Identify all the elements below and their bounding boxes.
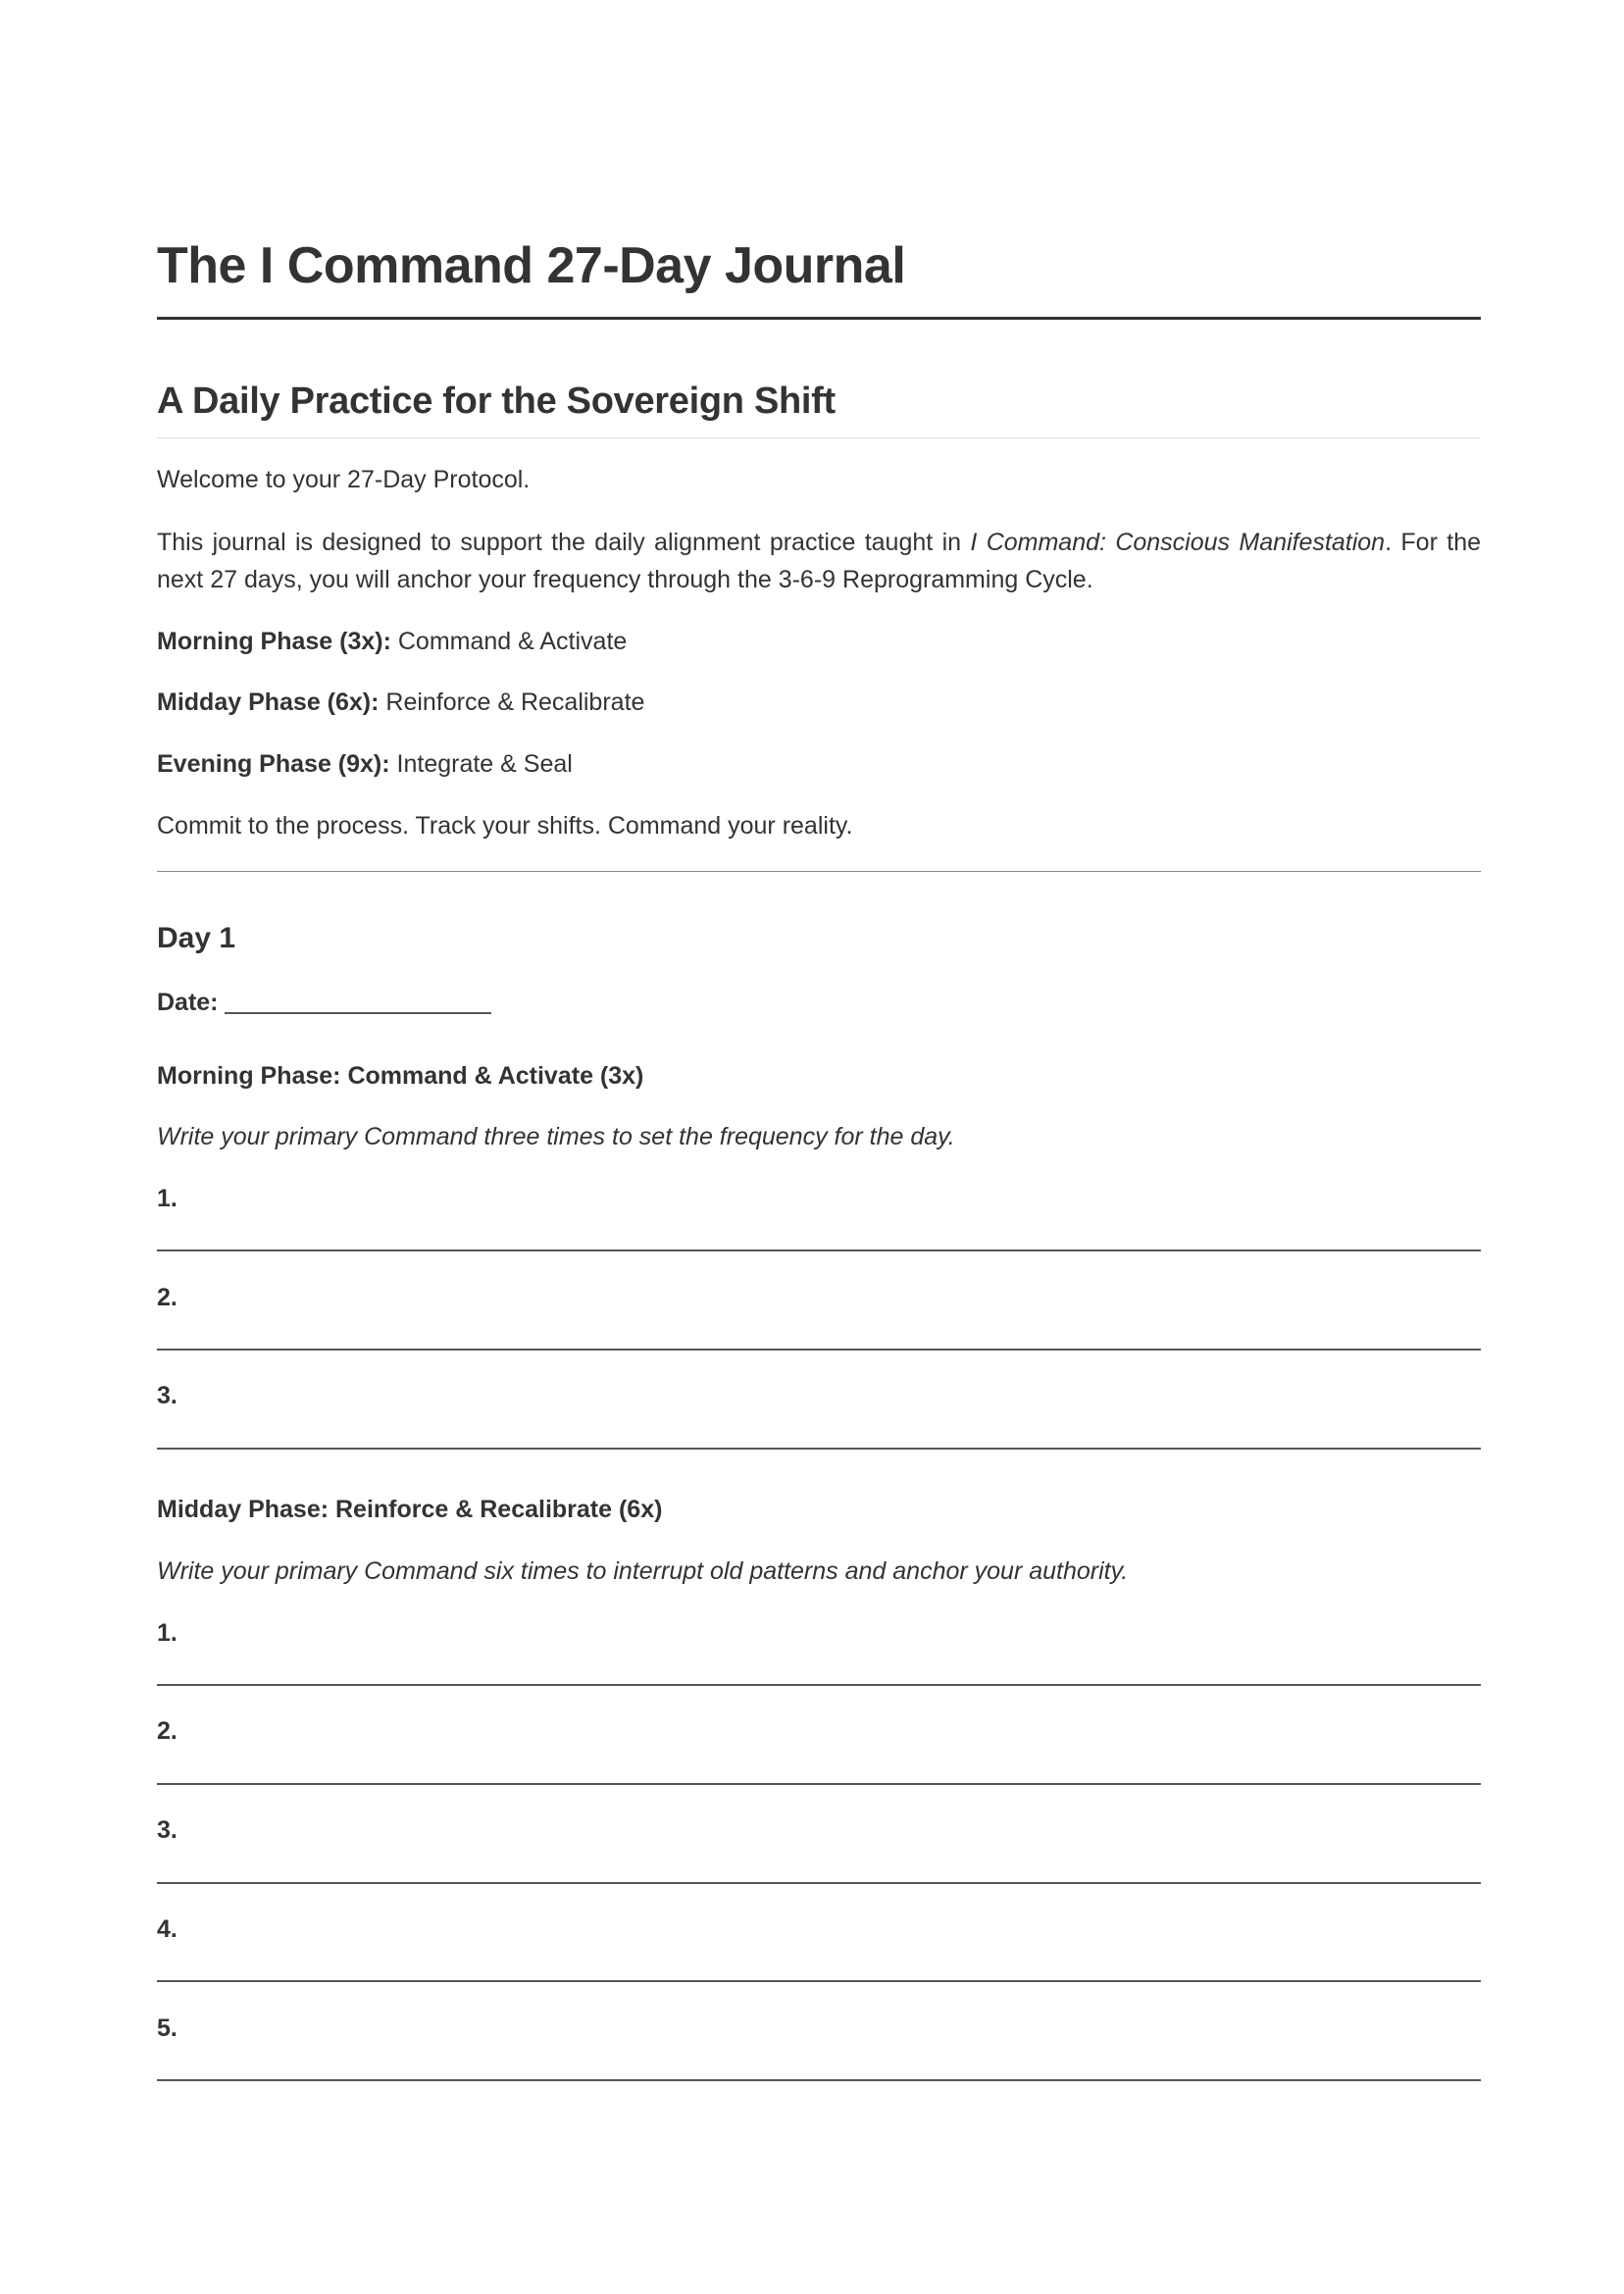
intro-text-start: This journal is designed to support the daily alignment practice taught in [157, 529, 971, 556]
morning-phase-heading: Morning Phase: Command & Activate (3x) [157, 1062, 644, 1090]
midday-entry-line-5[interactable] [157, 2079, 1481, 2081]
morning-entry-line-3[interactable] [157, 1448, 1481, 1450]
subtitle-divider [157, 437, 1481, 438]
midday-entry-number: 1. [157, 1619, 178, 1647]
phase-summary-evening [157, 745, 1481, 783]
phase-summary-text: Command & Activate [390, 628, 628, 655]
commit-text: Commit to the process. Track your shifts. Command your reality. [157, 812, 853, 840]
morning-entry-number: 3. [157, 1382, 178, 1409]
morning-entry-number: 2. [157, 1284, 178, 1311]
section-subtitle: A Daily Practice for the Sovereign Shift [157, 381, 836, 422]
phase-summary-morning [157, 623, 1481, 660]
phase-summary-text: Integrate & Seal [389, 750, 573, 778]
morning-entry-line-1[interactable] [157, 1249, 1481, 1251]
phase-summary-midday [157, 684, 1481, 721]
title-divider [157, 317, 1481, 320]
midday-entry-number: 3. [157, 1816, 178, 1844]
midday-entry-number: 5. [157, 2014, 178, 2042]
phase-summary-label: Evening Phase (9x): [157, 750, 390, 778]
midday-entry-line-3[interactable] [157, 1882, 1481, 1884]
date-field[interactable] [225, 1012, 491, 1014]
date-label: Date: [157, 989, 219, 1016]
midday-entry-number: 4. [157, 1915, 178, 1943]
midday-phase-heading: Midday Phase: Reinforce & Recalibrate (6x) [157, 1496, 663, 1523]
morning-instruction: Write your primary Command three times to set the frequency for the day. [157, 1123, 955, 1150]
phase-summary-label: Morning Phase (3x): [157, 628, 391, 655]
section-divider [157, 871, 1481, 872]
midday-entry-line-1[interactable] [157, 1684, 1481, 1686]
midday-entry-line-2[interactable] [157, 1783, 1481, 1785]
midday-entry-line-4[interactable] [157, 1980, 1481, 1982]
morning-entry-line-2[interactable] [157, 1349, 1481, 1351]
phase-summary-label: Midday Phase (6x): [157, 688, 380, 716]
welcome-text: Welcome to your 27-Day Protocol. [157, 466, 531, 493]
book-title: I Command: Conscious Manifestation [970, 529, 1386, 556]
page-title: The I Command 27-Day Journal [157, 237, 906, 294]
intro-text-end: . For the next 27 days, you will anchor your frequency through the 3-6-9 Reprogramming Cycle. [157, 529, 1482, 593]
phase-summary-text: Reinforce & Recalibrate [379, 688, 645, 716]
day-heading: Day 1 [157, 922, 236, 954]
morning-entry-number: 1. [157, 1185, 178, 1212]
date-row [157, 984, 1481, 1021]
intro-paragraph [157, 524, 1481, 598]
midday-instruction: Write your primary Command six times to interrupt old patterns and anchor your authority. [157, 1557, 1129, 1585]
midday-entry-number: 2. [157, 1717, 178, 1745]
